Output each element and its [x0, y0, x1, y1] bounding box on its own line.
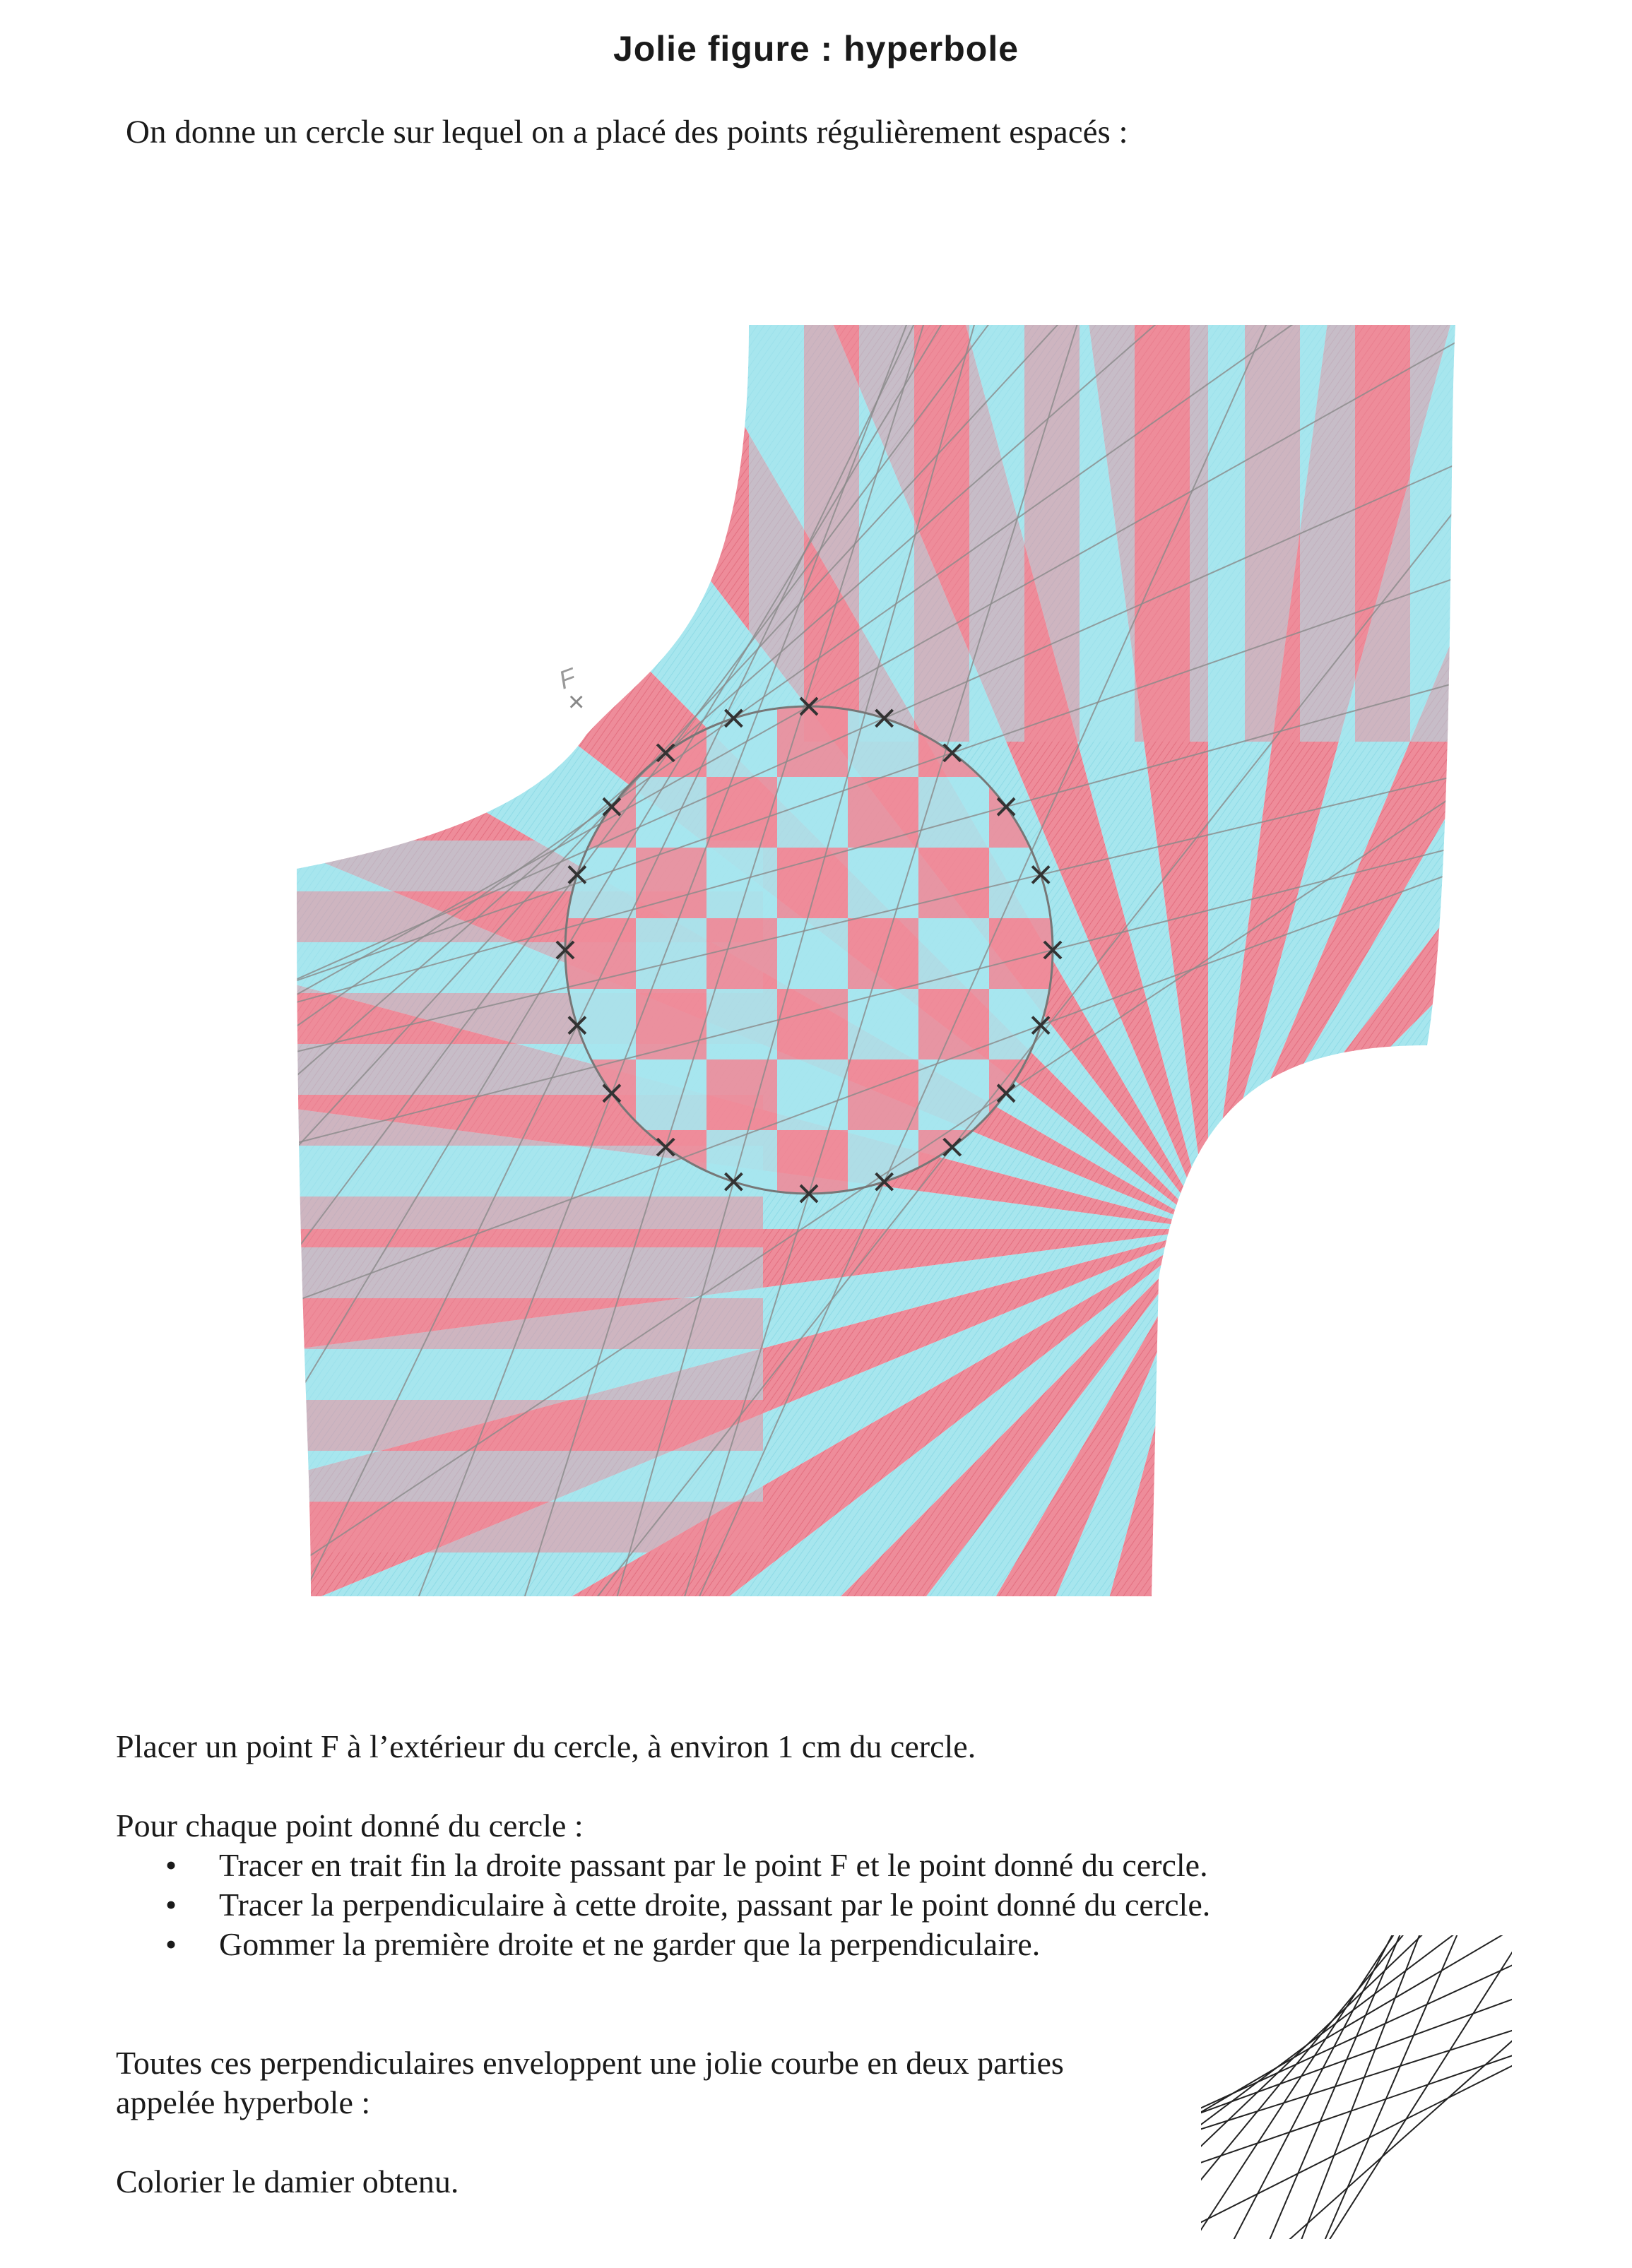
checker-band: [1135, 304, 1190, 742]
checker-cell: [918, 777, 989, 848]
checker-cell: [706, 918, 777, 989]
checker-band: [1410, 304, 1465, 742]
checker-band: [1190, 304, 1245, 742]
checker-band: [268, 1197, 763, 1247]
sample-hyperbola-sketch: [1201, 1935, 1512, 2239]
checker-wedge: [1208, 1229, 1470, 1506]
checker-cell: [848, 1059, 918, 1130]
checker-cell: [777, 848, 848, 918]
checker-band: [268, 1349, 763, 1400]
checker-wedge: [1208, 1229, 1470, 1617]
coloring-instruction: Colorier le damier obtenu.: [116, 2163, 459, 2199]
checker-band: [268, 1400, 763, 1451]
checker-cell: [848, 848, 918, 918]
checker-cell: [777, 706, 848, 777]
instruction-place-point: Placer un point F à l’extérieur du cercle, à environ 1 cm du cercle.: [116, 1728, 976, 1764]
checker-band: [1245, 304, 1300, 742]
handwritten-f-mark: [555, 662, 585, 718]
checker-band: [1024, 304, 1080, 742]
checker-band: [1355, 304, 1410, 742]
checker-band: [268, 1502, 763, 1552]
checker-cell: [565, 918, 636, 989]
checker-wedge: [1208, 1229, 1470, 1617]
checker-band: [268, 1451, 763, 1502]
checker-cell: [706, 989, 777, 1059]
checker-cell: [918, 848, 989, 918]
checker-wedge: [1208, 1229, 1470, 1617]
instructions: [116, 1727, 1218, 2202]
intro-text: On donne un cercle sur lequel on a placé des points régulièrement espacés :: [126, 114, 1128, 150]
checker-wedge: [1208, 1229, 1470, 1617]
conclusion-line-2: appelée hyperbole :: [116, 2084, 371, 2120]
checker-cell: [706, 1059, 777, 1130]
checker-band: [1080, 304, 1135, 742]
checker-cell: [706, 848, 777, 918]
step-item: • Tracer en trait fin la droite passant par le point F et le point donné du cercle.: [165, 1846, 1218, 1885]
sample-envelope-lines: [1201, 1935, 1512, 2239]
checker-wedge: [1208, 1229, 1470, 1617]
checker-cell: [706, 777, 777, 848]
checker-wedge: [1208, 1229, 1470, 1617]
step-list: [116, 1846, 1218, 1964]
checker-cell: [918, 1059, 989, 1130]
checker-band: [268, 1247, 763, 1298]
checker-cell: [777, 989, 848, 1059]
checker-band: [1300, 304, 1355, 742]
step-item: • Gommer la première droite et ne garder que la perpendiculaire.: [165, 1925, 1218, 1964]
hyperbola-checkerboard-drawing: [268, 304, 1470, 1617]
step-item: • Tracer la perpendiculaire à cette droite, passant par le point donné du cercle.: [165, 1885, 1218, 1925]
checker-wedge: [1208, 1229, 1470, 1617]
checker-cell: [848, 777, 918, 848]
checker-cell: [636, 918, 706, 989]
handwritten-f-letter: F: [555, 662, 580, 695]
sample-line: [1201, 1935, 1512, 2186]
checker-wedge: [1208, 1229, 1470, 1617]
checker-wedge: [1208, 1229, 1470, 1617]
checker-cell: [636, 848, 706, 918]
checker-wedge: [1208, 1229, 1470, 1617]
page-title: Jolie figure : hyperbole: [613, 29, 1019, 69]
checker-band: [749, 304, 804, 742]
point-f-cross: ×: [568, 687, 585, 718]
checker-cell: [918, 918, 989, 989]
checker-wedge: [1208, 1229, 1470, 1617]
checker-band: [804, 304, 859, 742]
checker-band: [859, 304, 914, 742]
conclusion-line-1: Toutes ces perpendiculaires enveloppent une jolie courbe en deux parties: [116, 2045, 1064, 2081]
checker-cell: [636, 1059, 706, 1130]
instruction-heading: Pour chaque point donné du cercle :: [116, 1807, 584, 1844]
